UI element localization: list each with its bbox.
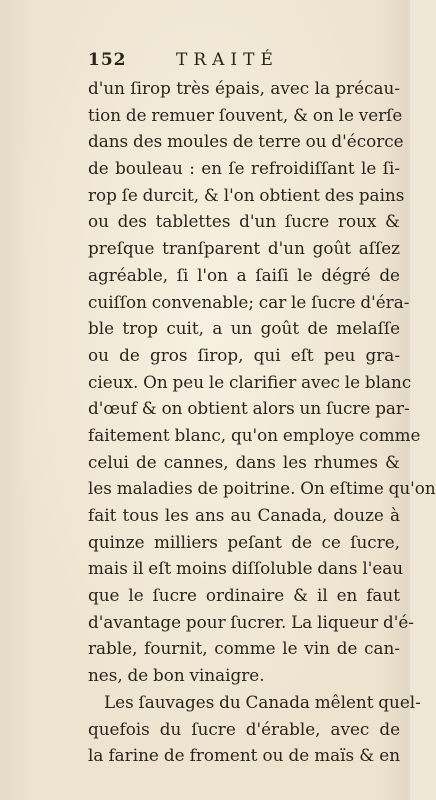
text-line: la farine de froment ou de maïs & en: [88, 745, 400, 766]
text-line: cieux. On peu le clarifier avec le blanc: [88, 371, 412, 392]
text-line: les maladies de poitrine. On eſtime qu'on: [88, 478, 436, 499]
text-line: ble trop cuit, a un goût de melaſſe: [88, 318, 400, 339]
text-line: ou de gros ſirop, qui eſt peu gra-: [88, 344, 400, 365]
text-line: d'avantage pour ſucrer. La liqueur d'é-: [88, 611, 414, 632]
text-line: quinze milliers peſant de ce ſucre,: [88, 531, 400, 552]
text-line: fait tous les ans au Canada, douze à: [88, 505, 400, 525]
text-line: faitement blanc, qu'on employe comme: [88, 424, 421, 445]
text-line: agréable, ſi l'on a ſaiſi le dégré de: [88, 264, 400, 285]
running-title: TRAITÉ: [176, 50, 279, 70]
body-text: [88, 75, 436, 769]
text-line: dans des moules de terre ou d'écorce: [88, 131, 404, 152]
text-line: rop ſe durcit, & l'on obtient des pains: [88, 184, 405, 205]
text-line: ou des tablettes d'un ſucre roux &: [88, 211, 400, 232]
text-line: d'un ſirop très épais, avec la précau-: [88, 78, 400, 98]
text-line: Les ſauvages du Canada mêlent quel-: [104, 691, 421, 712]
text-line: preſque tranſparent d'un goût aſſez: [88, 238, 400, 259]
text-line: tion de remuer ſouvent, & on le verſe: [88, 104, 403, 125]
text-line: quefois du ſucre d'érable, avec de: [88, 718, 400, 739]
text-line: celui de cannes, dans les rhumes &: [88, 451, 400, 472]
text-line: que le ſucre ordinaire & il en faut: [88, 585, 400, 606]
page-number: 152: [88, 50, 127, 70]
text-line: cuiſſon convenable; car le ſucre d'éra-: [88, 291, 410, 312]
text-line: nes, de bon vinaigre.: [88, 665, 265, 686]
text-line: mais il eſt moins diſſoluble dans l'eau: [88, 558, 404, 579]
page-header: [88, 50, 388, 76]
text-line: d'œuf & on obtient alors un ſucre par-: [88, 398, 410, 419]
text-line: de bouleau : en ſe refroidiſſant le ſi-: [88, 158, 400, 179]
text-line: rable, fournit, comme le vin de can-: [88, 638, 400, 659]
